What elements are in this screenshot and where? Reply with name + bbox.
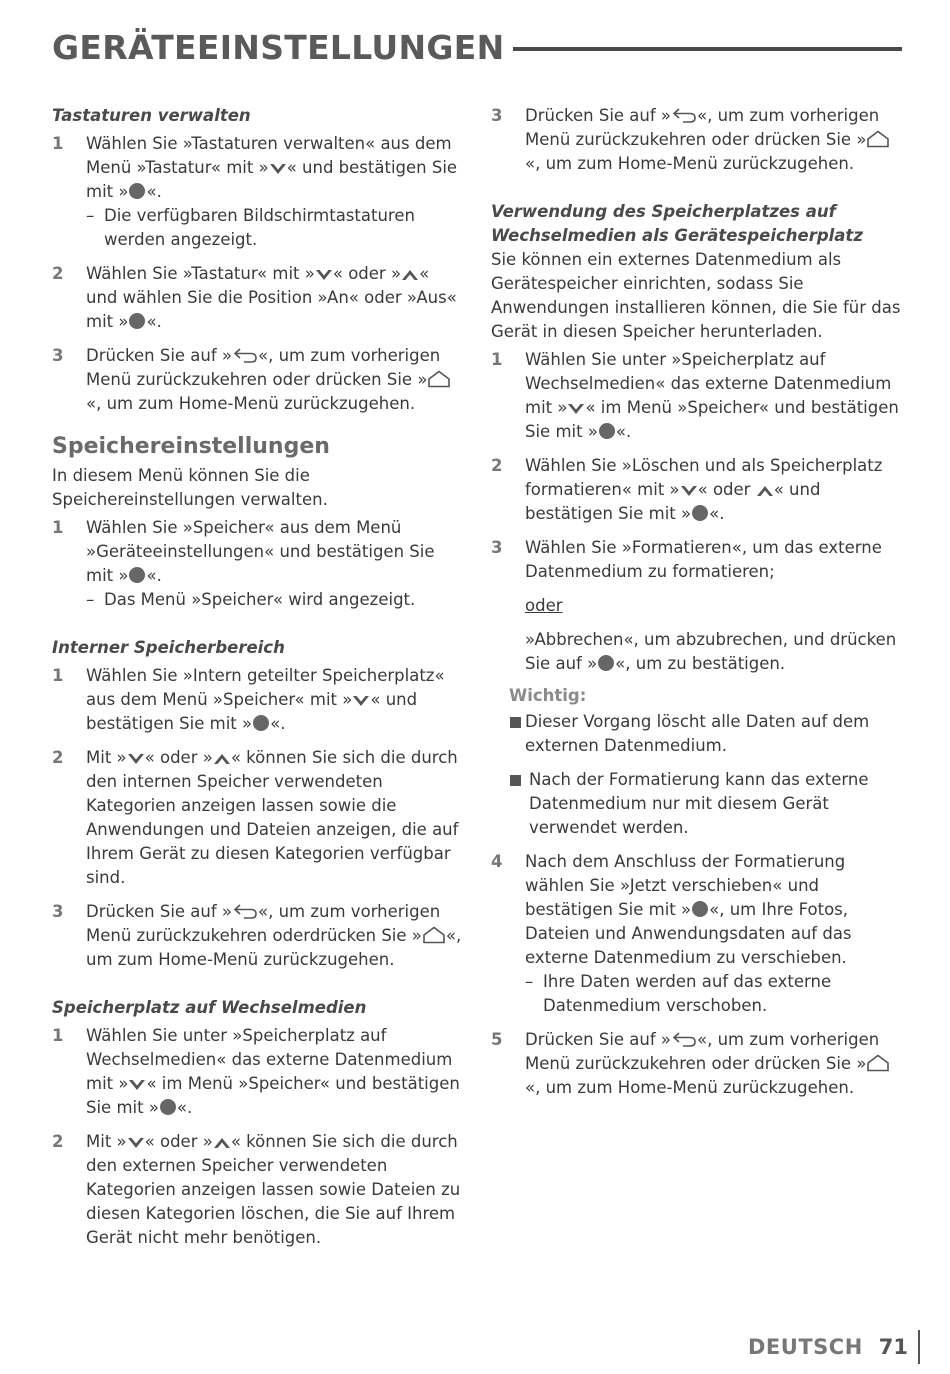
step bbox=[52, 1130, 462, 1250]
sub-item: – Die verfügbaren Bildschirmtastaturen werden angezeigt. bbox=[86, 206, 415, 249]
ok-button-icon bbox=[252, 714, 270, 732]
heading-tastaturen: Tastaturen verwalten bbox=[52, 106, 251, 125]
note-heading: Wichtig: bbox=[509, 686, 587, 705]
step-text: Drücken Sie auf » «, um zum vorherigen Menü zurückzukehren oderdrücken Sie » «, um zum Home-Menü zurückzugehen. bbox=[86, 902, 462, 969]
home-icon bbox=[422, 926, 446, 944]
note-item: Dieser Vorgang löscht alle Daten auf dem externen Datenmedium. bbox=[509, 710, 903, 758]
chevron-down-icon bbox=[680, 484, 698, 498]
step-text: Wählen Sie »Speicher« aus dem Menü »Geräteeinstellungen« und bestätigen Sie mit » «. – Das Menü »Speicher« wird angezeigt. bbox=[86, 516, 462, 612]
home-icon bbox=[866, 130, 890, 148]
intro-text: In diesem Menü können Sie die Speichereinstellungen verwalten. bbox=[52, 466, 328, 509]
step-number: 5 bbox=[491, 1030, 503, 1049]
heading-intern: Interner Speicherbereich bbox=[52, 638, 285, 657]
note-item: Nach der Formatierung kann das externe Datenmedium nur mit diesem Gerät verwendet werden. bbox=[509, 768, 903, 840]
step-number: 1 bbox=[52, 666, 64, 685]
chevron-up-icon bbox=[213, 1136, 231, 1150]
step bbox=[491, 348, 903, 444]
page-number: 71 bbox=[879, 1330, 920, 1364]
page-header bbox=[52, 22, 902, 72]
step-number: 1 bbox=[52, 518, 64, 537]
step-number: 3 bbox=[491, 538, 503, 557]
sub-item: – Das Menü »Speicher« wird angezeigt. bbox=[86, 590, 416, 609]
ok-button-icon bbox=[128, 182, 146, 200]
step-text: Mit » « oder » « können Sie sich die durch den externen Speicher verwendeten Kategorien anzeigen lassen sowie Dateien zu diesen Kategorien löschen, die Sie auf Ihrem Gerät nicht mehr benötigen. bbox=[86, 1132, 461, 1247]
chevron-up-icon bbox=[213, 752, 231, 766]
step-text: Drücken Sie auf » «, um zum vorherigen Menü zurückzukehren oder drücken Sie »«, um zum Home-Menü zurückzugehen. bbox=[525, 1028, 903, 1100]
step-number: 3 bbox=[491, 106, 503, 125]
intro-text: Sie können ein externes Datenmedium als Gerätespeicher einrichten, sodass Sie Anwendungen installieren können, die Sie für das Gerät in diesen Speicher herunterladen. bbox=[491, 250, 901, 341]
step bbox=[491, 104, 903, 176]
step bbox=[52, 746, 462, 890]
step-number: 2 bbox=[52, 264, 64, 283]
bullet-square-icon bbox=[509, 710, 523, 758]
step bbox=[52, 132, 462, 252]
step bbox=[491, 454, 903, 526]
ok-button-icon bbox=[128, 312, 146, 330]
ok-button-icon bbox=[691, 504, 709, 522]
step-number: 2 bbox=[491, 456, 503, 475]
chevron-up-icon bbox=[756, 484, 774, 498]
step-text: Wählen Sie unter »Speicherplatz auf Wechselmedien« das externe Datenmedium mit » « im Menü »Speicher« und bestätigen Sie mit » «. bbox=[86, 1026, 460, 1117]
chevron-down-icon bbox=[269, 162, 287, 176]
step-number: 4 bbox=[491, 852, 503, 871]
chevron-down-icon bbox=[127, 752, 145, 766]
back-arrow-icon bbox=[232, 346, 258, 364]
page-title: GERÄTEEINSTELLUNGEN bbox=[52, 27, 505, 67]
step-text: Mit » « oder » « können Sie sich die durch den internen Speicher verwendeten Kategorien anzeigen lassen sowie die Anwendungen und Dateien anzeigen, die auf Ihrem Gerät zu diesen Kategorien verfügbar sind. bbox=[86, 748, 459, 887]
bullet-square-icon bbox=[509, 768, 529, 840]
step-text: Wählen Sie unter »Speicherplatz auf Wechselmedien« das externe Datenmedium mit » « im Menü »Speicher« und bestätigen Sie mit » «. bbox=[525, 350, 899, 441]
ok-button-icon bbox=[159, 1098, 177, 1116]
step-number: 1 bbox=[52, 1026, 64, 1045]
step-text: Wählen Sie »Tastatur« mit » « oder » « und wählen Sie die Position »An« oder »Aus« mit » «. bbox=[86, 264, 457, 331]
step-text: Wählen Sie »Tastaturen verwalten« aus dem Menü »Tastatur« mit » « und bestätigen Sie mit » «. – Die verfügbaren Bildschirmtastaturen werden angezeigt. bbox=[86, 132, 462, 252]
title-rule bbox=[513, 47, 902, 51]
footer-language: DEUTSCH bbox=[748, 1335, 863, 1359]
step-text: Nach dem Anschluss der Formatierung wählen Sie »Jetzt verschieben« und bestätigen Sie mit » «, um Ihre Fotos, Dateien und Anwendungsdaten auf das externe Datenmedium zu verschieben. – Ihre Daten werden auf das externe Datenmedium verschoben. bbox=[525, 850, 903, 1018]
heading-wechselmedien: Speicherplatz auf Wechselmedien bbox=[52, 998, 367, 1017]
step bbox=[52, 344, 462, 416]
step bbox=[491, 850, 903, 1018]
step-number: 1 bbox=[491, 350, 503, 369]
ok-button-icon bbox=[128, 566, 146, 584]
back-arrow-icon bbox=[671, 1030, 697, 1048]
chevron-down-icon bbox=[315, 268, 333, 282]
step-text: Wählen Sie »Löschen und als Speicherplatz formatieren« mit » « oder « und bestätigen Sie mit » «. bbox=[525, 456, 883, 523]
ok-button-icon bbox=[598, 422, 616, 440]
sub-item: – Ihre Daten werden auf das externe Datenmedium verschoben. bbox=[525, 972, 832, 1015]
step-number: 2 bbox=[52, 748, 64, 767]
chevron-down-icon bbox=[352, 694, 370, 708]
chevron-down-icon bbox=[127, 1136, 145, 1150]
home-icon bbox=[427, 370, 451, 388]
heading-speichereinstellungen: Speichereinstellungen bbox=[52, 434, 330, 459]
home-icon bbox=[866, 1054, 890, 1072]
right-column bbox=[491, 104, 903, 1100]
oder-text: oder bbox=[525, 596, 563, 615]
step bbox=[52, 262, 462, 334]
step bbox=[52, 1024, 462, 1120]
step-text: Wählen Sie »Intern geteilter Speicherplatz« aus dem Menü »Speicher« mit » « und bestätigen Sie mit » «. bbox=[86, 666, 445, 733]
step-text: Wählen Sie »Formatieren«, um das externe Datenmedium zu formatieren; oder »Abbrechen«, um abzubrechen, und drücken Sie auf » «, um zu bestätigen. bbox=[525, 536, 903, 676]
step-number: 3 bbox=[52, 902, 64, 921]
ok-button-icon bbox=[691, 900, 709, 918]
step-text: Drücken Sie auf » «, um zum vorherigen Menü zurückzukehren oder drücken Sie »«, um zum Home-Menü zurückzugehen. bbox=[86, 344, 462, 416]
step bbox=[52, 900, 462, 972]
page-footer bbox=[748, 1330, 920, 1364]
back-arrow-icon bbox=[671, 106, 697, 124]
heading-geraetespeicher: Verwendung des Speicherplatzes auf Wechselmedien als Gerätespeicherplatz bbox=[491, 202, 863, 245]
step-number: 1 bbox=[52, 134, 64, 153]
step bbox=[491, 1028, 903, 1100]
back-arrow-icon bbox=[232, 902, 258, 920]
step-text: Drücken Sie auf » «, um zum vorherigen Menü zurückzukehren oder drücken Sie »«, um zum Home-Menü zurückzugehen. bbox=[525, 104, 903, 176]
chevron-down-icon bbox=[567, 402, 585, 416]
left-column bbox=[52, 104, 462, 1250]
chevron-down-icon bbox=[128, 1078, 146, 1092]
step bbox=[491, 536, 903, 676]
step-number: 3 bbox=[52, 346, 64, 365]
step-number: 2 bbox=[52, 1132, 64, 1151]
chevron-up-icon bbox=[401, 268, 419, 282]
ok-button-icon bbox=[597, 654, 615, 672]
step bbox=[52, 516, 462, 612]
step bbox=[52, 664, 462, 736]
